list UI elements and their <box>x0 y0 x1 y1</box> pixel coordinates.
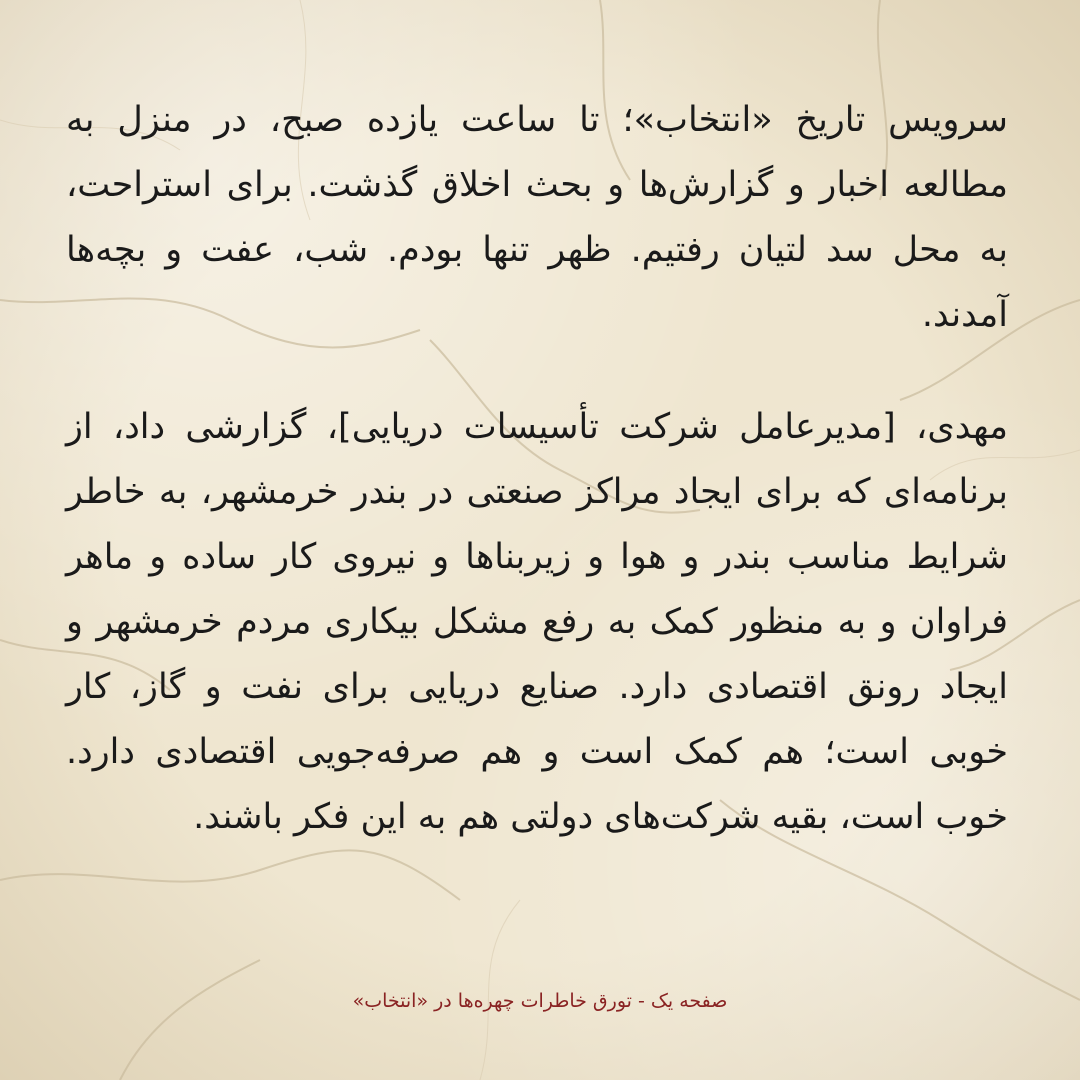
memoir-paragraph-1: سرویس تاریخ «انتخاب»؛ تا ساعت یازده صبح، در منزل به مطالعه اخبار و گزارش‌ها و بحث اخلاق گذشت. برای استراحت، به محل سد لتیان رفتیم. ظهر تنها بودم. شب، عفت و بچه‌ها آمدند. <box>66 100 1008 335</box>
memoir-paragraph-2: مهدی، [مدیرعامل شرکت تأسیسات دریایی]، گزارشی داد، از برنامه‌ای که برای ایجاد مراکز صنعتی در بندر خرمشهر، به خاطر شرایط مناسب بندر و هوا و زیربناها و نیروی کار ساده و ماهر فراوان و به منظور کمک به رفع مشکل بیکاری مردم خرمشهر و ایجاد رونق اقتصادی دارد. صنایع دریایی برای نفت و گاز، کار خوبی است؛ هم کمک است و هم صرفه‌جویی اقتصادی دارد. خوب است، بقیه شرکت‌های دولتی هم به این فکر باشند. <box>66 407 1008 837</box>
footer-caption: صفحه یک - تورق خاطرات چهره‌ها در «انتخاب» <box>352 990 728 1012</box>
